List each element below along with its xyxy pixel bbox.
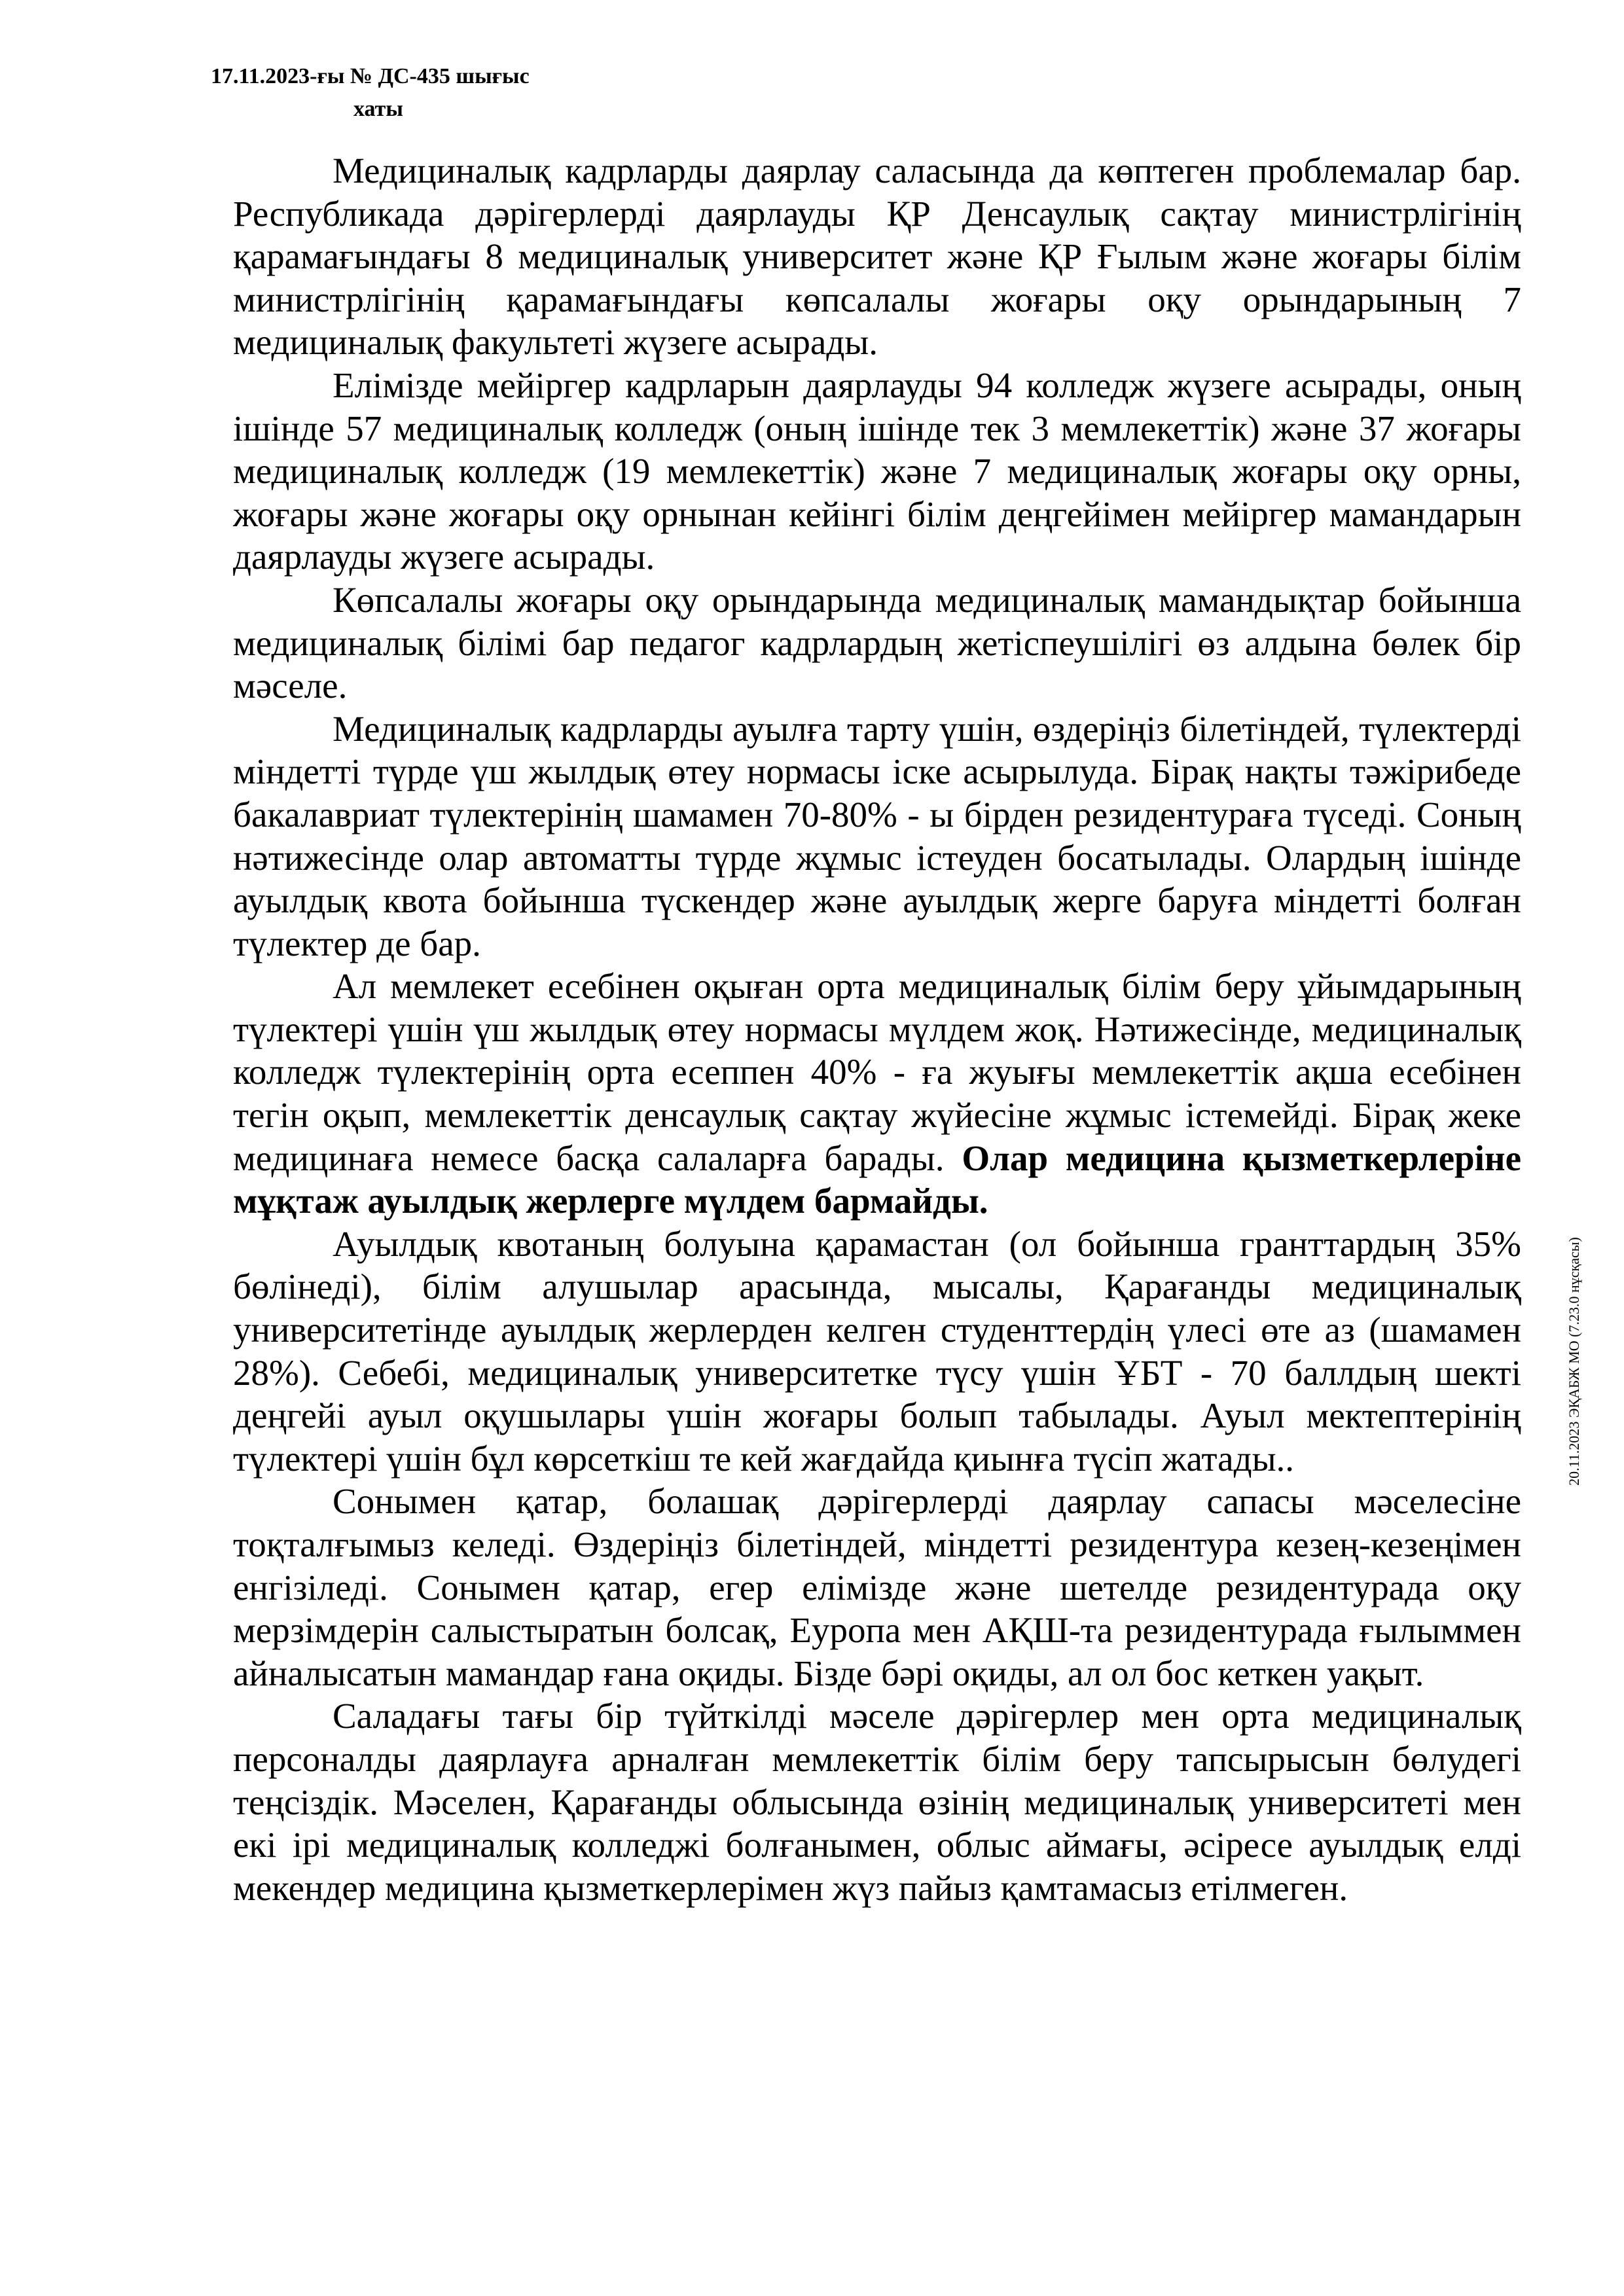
paragraph-college-graduates bbox=[233, 965, 1521, 1223]
paragraph-teacher-shortage: Көпсалалы жоғары оқу орындарында медициналық мамандықтар бойынша медициналық білімі бар педагог кадрлардың жетіспеушілігі өз алдына бөлек бір мәселе. bbox=[233, 579, 1521, 706]
paragraph-rural-quota: Ауылдық квотаның болуына қарамастан (ол бойынша гранттардың 35% бөлінеді), білім алушылар арасында, мысалы, Қарағанды медициналық университетінде ауылдық жерлерден келген студенттердің үлесі өте аз (шамамен 28%). Себебі, медициналық университетке түсу үшін ҰБТ - 70 баллдың шекті деңгейі ауыл оқушылары үшін жоғары болып табылады. Ауыл мектептерінің түлектері үшін бұл көрсеткіш те кей жағдайда қиынға түсіп жатады.. bbox=[233, 1223, 1521, 1479]
paragraph-college-graduates-emphasis: Олар медицина қызметкерлеріне мұқтаж ауылдық жерлерге мүлдем бармайды. bbox=[233, 1138, 1521, 1221]
paragraph-rural-obligation: Медициналық кадрларды ауылға тарту үшін, өздеріңіз білетіндей, түлектерді міндетті түрде үш жылдық өтеу нормасы іске асырылуда. Бірақ нақты тәжірибеде бакалавриат түлектерінің шамамен 70-80% - ы бірден резидентураға түседі. Соның нәтижесінде олар автоматты түрде жұмыс істеуден босатылады. Олардың ішінде ауылдық квота бойынша түскендер және ауылдық жерге баруға міндетті болған түлектер де бар. bbox=[233, 708, 1521, 963]
paragraph-college-graduates-text: Ал мемлекет есебінен оқыған орта медициналық білім беру ұйымдарының түлектері үшін үш жылдық өтеу нормасы мүлдем жоқ. Нәтижесінде, медициналық колледж түлектерінің орта есеппен 40% - ға жуығы мемлекеттік ақша есебінен тегін оқып, мемлекеттік денсаулық сақтау жүйесіне жұмыс істемейді. Бірақ жеке медицинаға немесе басқа салаларға барады. bbox=[233, 966, 1521, 1178]
system-registration-stamp: 20.11.2023 ЭҚАБЖ МО (7.23.0 нұсқасы) bbox=[1566, 1237, 1582, 1486]
header-registration-line: 17.11.2023-ғы № ДС-435 шығыс bbox=[211, 64, 530, 88]
outgoing-letter-header bbox=[211, 60, 530, 126]
header-letter-word: хаты bbox=[353, 97, 403, 121]
paragraph-residency-quality: Сонымен қатар, болашақ дәрігерлерді даярлау сапасы мәселесіне тоқталғымыз келеді. Өздеріңіз білетіндей, міндетті резидентура кезең-кезеңімен енгізіледі. Сонымен қатар, егер елімізде және шетелде резидентурада оқу мерзімдерін салыстыратын болсақ, Еуропа мен АҚШ-та резидентурада ғылыммен айналысатын мамандар ғана оқиды. Бізде бәрі оқиды, ал ол бос кеткен уақыт. bbox=[233, 1481, 1521, 1693]
paragraph-state-order-inequality: Саладағы тағы бір түйткілді мәселе дәрігерлер мен орта медициналық персоналды даярлауға арналған мемлекеттік білім беру тапсырысын бөлудегі теңсіздік. Мәселен, Қарағанды облысында өзінің медициналық университеті мен екі ірі медициналық колледжі болғанымен, облыс аймағы, әсіресе ауылдық елді мекендер медицина қызметкерлерімен жүз пайыз қамтамасыз етілмеген. bbox=[233, 1696, 1521, 1908]
letter-body bbox=[233, 149, 1521, 1909]
paragraph-nursing-colleges: Елімізде мейіргер кадрларын даярлауды 94 колледж жүзеге асырады, оның ішінде 57 медициналық колледж (оның ішінде тек 3 мемлекеттік) және 37 жоғары медициналық колледж (19 мемлекеттік) және 7 медициналық жоғары оқу орны, жоғары және жоғары оқу орнынан кейінгі білім деңгейімен мейіргер мамандарын даярлауды жүзеге асырады. bbox=[233, 365, 1521, 577]
paragraph-training-problems: Медициналық кадрларды даярлау саласында да көптеген проблемалар бар. Республикада дәрігерлерді даярлауды ҚР Денсаулық сақтау министрлігінің қарамағындағы 8 медициналық университет және ҚР Ғылым және жоғары білім министрлігінің қарамағындағы көпсалалы жоғары оқу орындарының 7 медициналық факультеті жүзеге асырады. bbox=[233, 151, 1521, 363]
